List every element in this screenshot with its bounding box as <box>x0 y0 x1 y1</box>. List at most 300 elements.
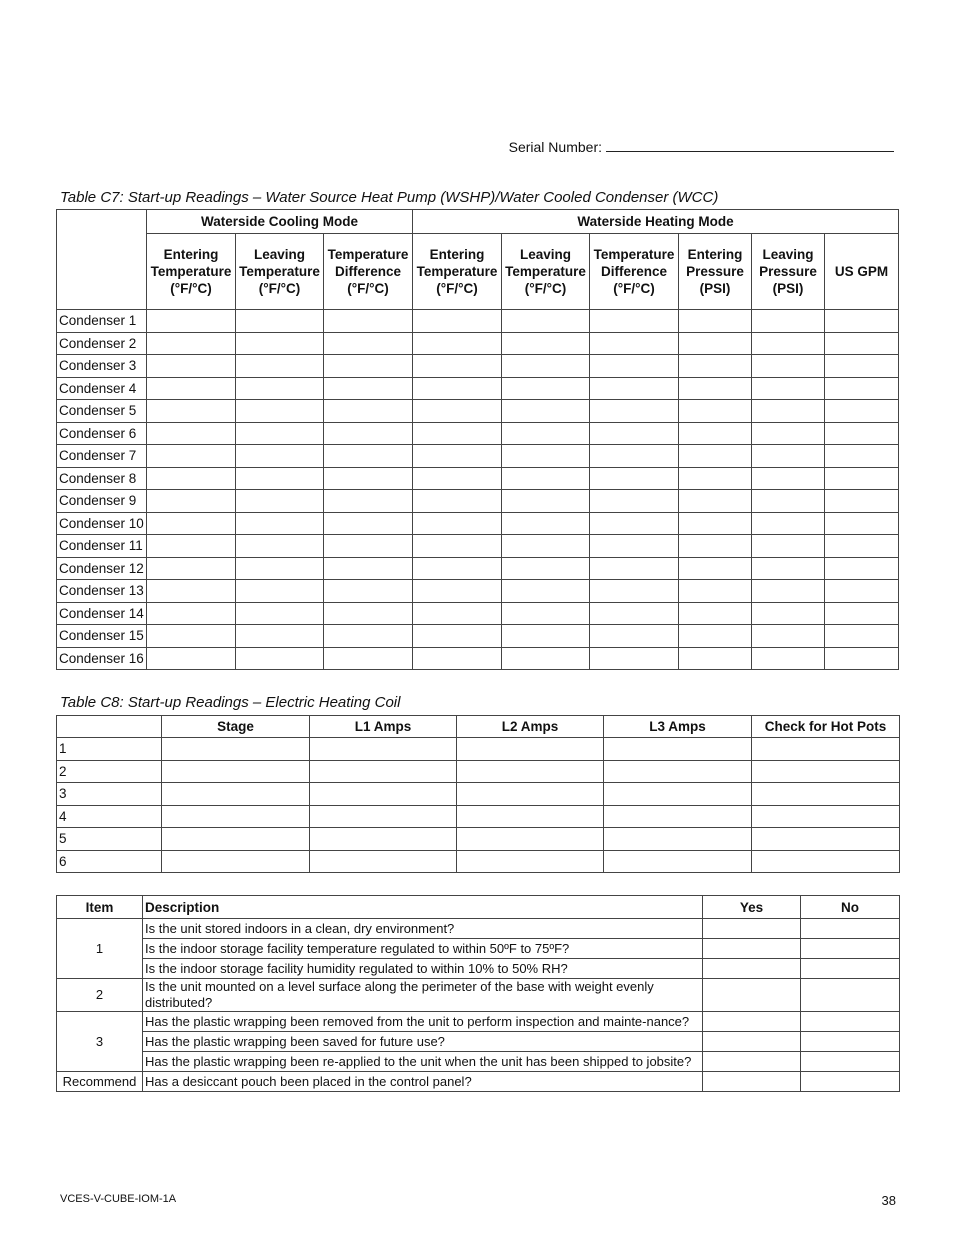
reading-cell[interactable] <box>604 828 752 851</box>
yes-header: Yes <box>703 896 801 919</box>
stage-row-label: 5 <box>57 828 162 851</box>
reading-cell[interactable] <box>324 422 413 445</box>
column-header-line: Difference <box>334 264 402 279</box>
reading-cell[interactable] <box>590 445 679 468</box>
description-header: Description <box>143 896 703 919</box>
reading-cell[interactable] <box>324 310 413 333</box>
condenser-label: Condenser 10 <box>57 512 147 535</box>
reading-cell[interactable] <box>752 738 900 761</box>
reading-cell[interactable] <box>825 310 899 333</box>
reading-cell[interactable] <box>825 625 899 648</box>
column-header-line: Leaving <box>520 247 572 262</box>
reading-cell[interactable] <box>679 535 752 558</box>
reading-cell[interactable] <box>825 490 899 513</box>
reading-cell[interactable] <box>825 377 899 400</box>
reading-cell[interactable] <box>413 580 502 603</box>
reading-cell[interactable] <box>324 535 413 558</box>
reading-cell[interactable] <box>679 332 752 355</box>
stage-row-label: 1 <box>57 738 162 761</box>
column-header-line: (°F/°C) <box>170 281 212 296</box>
serial-number-blank[interactable] <box>606 139 894 152</box>
item-number: 2 <box>57 979 143 1012</box>
reading-cell[interactable] <box>752 760 900 783</box>
reading-cell[interactable] <box>604 760 752 783</box>
table-row <box>57 535 899 558</box>
reading-cell[interactable] <box>679 467 752 490</box>
reading-cell[interactable] <box>413 535 502 558</box>
reading-cell[interactable] <box>162 850 310 873</box>
no-checkbox-cell[interactable] <box>801 919 900 939</box>
heating-mode-header: Waterside Heating Mode <box>413 210 899 234</box>
column-header-line: Entering <box>163 247 219 262</box>
reading-cell[interactable] <box>236 445 324 468</box>
reading-cell[interactable] <box>752 422 825 445</box>
table-row <box>57 355 899 378</box>
reading-cell[interactable] <box>413 625 502 648</box>
reading-cell[interactable] <box>236 580 324 603</box>
reading-cell[interactable] <box>457 783 604 806</box>
reading-cell[interactable] <box>752 355 825 378</box>
reading-cell[interactable] <box>590 310 679 333</box>
yes-checkbox-cell[interactable] <box>703 939 801 959</box>
table-c7 <box>56 209 899 670</box>
table-row <box>57 625 899 648</box>
reading-cell[interactable] <box>236 377 324 400</box>
checklist-row <box>57 959 900 979</box>
reading-cell[interactable] <box>236 310 324 333</box>
reading-cell[interactable] <box>502 400 590 423</box>
reading-cell[interactable] <box>679 490 752 513</box>
reading-cell[interactable] <box>502 512 590 535</box>
reading-cell[interactable] <box>590 355 679 378</box>
reading-cell[interactable] <box>590 512 679 535</box>
column-header: L2 Amps <box>457 716 604 738</box>
reading-cell[interactable] <box>752 377 825 400</box>
row-label-header <box>57 716 162 738</box>
reading-cell[interactable] <box>502 377 590 400</box>
condenser-label: Condenser 14 <box>57 602 147 625</box>
item-header: Item <box>57 896 143 919</box>
stage-row-label: 4 <box>57 805 162 828</box>
reading-cell[interactable] <box>457 738 604 761</box>
yes-checkbox-cell[interactable] <box>703 1012 801 1032</box>
reading-cell[interactable] <box>679 625 752 648</box>
condenser-label: Condenser 9 <box>57 490 147 513</box>
yes-checkbox-cell[interactable] <box>703 979 801 1012</box>
reading-cell[interactable] <box>147 467 236 490</box>
reading-cell[interactable] <box>590 535 679 558</box>
table-row <box>57 850 900 873</box>
reading-cell[interactable] <box>147 512 236 535</box>
reading-cell[interactable] <box>413 332 502 355</box>
reading-cell[interactable] <box>457 850 604 873</box>
reading-cell[interactable] <box>590 400 679 423</box>
reading-cell[interactable] <box>825 445 899 468</box>
reading-cell[interactable] <box>413 422 502 445</box>
reading-cell[interactable] <box>502 422 590 445</box>
reading-cell[interactable] <box>752 332 825 355</box>
reading-cell[interactable] <box>413 310 502 333</box>
yes-checkbox-cell[interactable] <box>703 959 801 979</box>
reading-cell[interactable] <box>752 310 825 333</box>
reading-cell[interactable] <box>413 512 502 535</box>
reading-cell[interactable] <box>162 738 310 761</box>
reading-cell[interactable] <box>679 445 752 468</box>
condenser-label: Condenser 15 <box>57 625 147 648</box>
reading-cell[interactable] <box>752 512 825 535</box>
reading-cell[interactable] <box>324 377 413 400</box>
reading-cell[interactable] <box>413 490 502 513</box>
table-row <box>57 602 899 625</box>
reading-cell[interactable] <box>679 377 752 400</box>
reading-cell[interactable] <box>679 557 752 580</box>
column-header-line: Pressure <box>686 264 744 279</box>
column-header <box>502 234 590 310</box>
reading-cell[interactable] <box>679 310 752 333</box>
reading-cell[interactable] <box>236 332 324 355</box>
column-header-line: Leaving <box>253 247 305 262</box>
column-header: L1 Amps <box>310 716 457 738</box>
reading-cell[interactable] <box>502 535 590 558</box>
reading-cell[interactable] <box>502 580 590 603</box>
reading-cell[interactable] <box>324 647 413 670</box>
reading-cell[interactable] <box>147 332 236 355</box>
column-header <box>679 234 752 310</box>
column-header-line: (°F/°C) <box>258 281 301 296</box>
question-text: Is the indoor storage facility temperature regulated to within 50ºF to 75ºF? <box>143 939 703 959</box>
reading-cell[interactable] <box>457 805 604 828</box>
column-header-line: Pressure <box>759 264 817 279</box>
reading-cell[interactable] <box>590 647 679 670</box>
reading-cell[interactable] <box>147 310 236 333</box>
condenser-label: Condenser 6 <box>57 422 147 445</box>
reading-cell[interactable] <box>413 557 502 580</box>
reading-cell[interactable] <box>147 535 236 558</box>
reading-cell[interactable] <box>502 490 590 513</box>
table-row <box>57 310 899 333</box>
reading-cell[interactable] <box>457 760 604 783</box>
column-header <box>413 234 502 310</box>
reading-cell[interactable] <box>752 490 825 513</box>
reading-cell[interactable] <box>236 602 324 625</box>
stage-row-label: 6 <box>57 850 162 873</box>
reading-cell[interactable] <box>457 828 604 851</box>
reading-cell[interactable] <box>679 355 752 378</box>
table-c8 <box>56 715 900 873</box>
yes-checkbox-cell[interactable] <box>703 919 801 939</box>
reading-cell[interactable] <box>162 783 310 806</box>
table-row <box>57 647 899 670</box>
question-text: Is the unit mounted on a level surface along the perimeter of the base with weight evenly distributed? <box>143 979 703 1012</box>
reading-cell[interactable] <box>324 557 413 580</box>
column-header-line: Entering <box>687 247 743 262</box>
reading-cell[interactable] <box>825 512 899 535</box>
reading-cell[interactable] <box>413 400 502 423</box>
checklist-row <box>57 919 900 939</box>
reading-cell[interactable] <box>752 850 900 873</box>
reading-cell[interactable] <box>752 647 825 670</box>
reading-cell[interactable] <box>590 332 679 355</box>
reading-cell[interactable] <box>324 490 413 513</box>
reading-cell[interactable] <box>604 783 752 806</box>
reading-cell[interactable] <box>147 647 236 670</box>
reading-cell[interactable] <box>679 400 752 423</box>
table-row <box>57 760 900 783</box>
reading-cell[interactable] <box>324 512 413 535</box>
reading-cell[interactable] <box>324 467 413 490</box>
reading-cell[interactable] <box>310 828 457 851</box>
column-header: L3 Amps <box>604 716 752 738</box>
reading-cell[interactable] <box>679 512 752 535</box>
column-header-line: Temperature <box>416 264 498 279</box>
reading-cell[interactable] <box>825 647 899 670</box>
table-row <box>57 400 899 423</box>
reading-cell[interactable] <box>147 557 236 580</box>
table-row <box>57 738 900 761</box>
checklist-row <box>57 939 900 959</box>
reading-cell[interactable] <box>324 355 413 378</box>
reading-cell[interactable] <box>679 580 752 603</box>
yes-checkbox-cell[interactable] <box>703 1032 801 1052</box>
column-header-line: (°F/°C) <box>347 281 389 296</box>
reading-cell[interactable] <box>825 467 899 490</box>
reading-cell[interactable] <box>502 445 590 468</box>
reading-cell[interactable] <box>147 422 236 445</box>
reading-cell[interactable] <box>825 535 899 558</box>
serial-number-field <box>509 139 894 155</box>
no-checkbox-cell[interactable] <box>801 1072 900 1092</box>
reading-cell[interactable] <box>502 310 590 333</box>
reading-cell[interactable] <box>236 355 324 378</box>
reading-cell[interactable] <box>236 557 324 580</box>
reading-cell[interactable] <box>236 625 324 648</box>
reading-cell[interactable] <box>324 580 413 603</box>
reading-cell[interactable] <box>679 422 752 445</box>
column-header-line: Temperature <box>593 247 675 262</box>
column-header-line: US GPM <box>834 264 889 279</box>
reading-cell[interactable] <box>147 490 236 513</box>
reading-cell[interactable] <box>752 445 825 468</box>
reading-cell[interactable] <box>324 332 413 355</box>
column-header <box>825 234 899 310</box>
reading-cell[interactable] <box>413 647 502 670</box>
condenser-label: Condenser 8 <box>57 467 147 490</box>
reading-cell[interactable] <box>310 760 457 783</box>
no-checkbox-cell[interactable] <box>801 939 900 959</box>
reading-cell[interactable] <box>590 377 679 400</box>
table-c8-caption: Table C8: Start-up Readings – Electric Heating Coil <box>60 694 401 711</box>
reading-cell[interactable] <box>502 467 590 490</box>
reading-cell[interactable] <box>502 625 590 648</box>
table-row <box>57 332 899 355</box>
table-row <box>57 490 899 513</box>
column-header <box>324 234 413 310</box>
item-number: 1 <box>57 919 143 979</box>
item-number: Recommend <box>57 1072 143 1092</box>
table-row <box>57 580 899 603</box>
table-row <box>57 828 900 851</box>
reading-cell[interactable] <box>310 805 457 828</box>
reading-cell[interactable] <box>413 445 502 468</box>
reading-cell[interactable] <box>825 422 899 445</box>
no-checkbox-cell[interactable] <box>801 1012 900 1032</box>
reading-cell[interactable] <box>236 467 324 490</box>
reading-cell[interactable] <box>324 625 413 648</box>
table-row <box>57 445 899 468</box>
checklist-row <box>57 1012 900 1032</box>
table-row <box>57 805 900 828</box>
reading-cell[interactable] <box>324 400 413 423</box>
stage-row-label: 3 <box>57 783 162 806</box>
reading-cell[interactable] <box>502 332 590 355</box>
question-text: Has the plastic wrapping been re-applied to the unit when the unit has been shipped to jobsite? <box>143 1052 703 1072</box>
yes-checkbox-cell[interactable] <box>703 1072 801 1092</box>
condenser-label: Condenser 11 <box>57 535 147 558</box>
table-c7-caption: Table C7: Start-up Readings – Water Source Heat Pump (WSHP)/Water Cooled Condenser (WCC) <box>60 189 719 206</box>
reading-cell[interactable] <box>162 805 310 828</box>
reading-cell[interactable] <box>236 512 324 535</box>
reading-cell[interactable] <box>413 467 502 490</box>
reading-cell[interactable] <box>310 783 457 806</box>
cooling-mode-header: Waterside Cooling Mode <box>147 210 413 234</box>
reading-cell[interactable] <box>604 738 752 761</box>
reading-cell[interactable] <box>147 355 236 378</box>
reading-cell[interactable] <box>590 625 679 648</box>
condenser-label: Condenser 12 <box>57 557 147 580</box>
no-checkbox-cell[interactable] <box>801 1052 900 1072</box>
reading-cell[interactable] <box>147 602 236 625</box>
reading-cell[interactable] <box>590 490 679 513</box>
reading-cell[interactable] <box>752 467 825 490</box>
yes-checkbox-cell[interactable] <box>703 1052 801 1072</box>
reading-cell[interactable] <box>147 580 236 603</box>
no-checkbox-cell[interactable] <box>801 979 900 1012</box>
reading-cell[interactable] <box>236 400 324 423</box>
question-text: Has a desiccant pouch been placed in the control panel? <box>143 1072 703 1092</box>
reading-cell[interactable] <box>752 557 825 580</box>
column-header <box>752 234 825 310</box>
reading-cell[interactable] <box>413 602 502 625</box>
reading-cell[interactable] <box>590 467 679 490</box>
reading-cell[interactable] <box>502 557 590 580</box>
reading-cell[interactable] <box>752 783 900 806</box>
column-header <box>590 234 679 310</box>
reading-cell[interactable] <box>502 355 590 378</box>
reading-cell[interactable] <box>502 647 590 670</box>
reading-cell[interactable] <box>752 805 900 828</box>
reading-cell[interactable] <box>162 828 310 851</box>
condenser-label: Condenser 7 <box>57 445 147 468</box>
reading-cell[interactable] <box>236 647 324 670</box>
reading-cell[interactable] <box>752 400 825 423</box>
reading-cell[interactable] <box>752 828 900 851</box>
page-number: 38 <box>881 1193 896 1208</box>
reading-cell[interactable] <box>413 377 502 400</box>
column-header-line: Temperature <box>505 264 586 279</box>
reading-cell[interactable] <box>162 760 310 783</box>
column-header-line: Difference <box>601 264 668 279</box>
table-row <box>57 557 899 580</box>
reading-cell[interactable] <box>752 535 825 558</box>
column-header-line: Temperature <box>239 264 320 279</box>
reading-cell[interactable] <box>825 355 899 378</box>
reading-cell[interactable] <box>147 445 236 468</box>
checklist-row <box>57 1072 900 1092</box>
row-label-header <box>57 210 147 310</box>
table-row <box>57 422 899 445</box>
table-row <box>57 377 899 400</box>
reading-cell[interactable] <box>590 557 679 580</box>
reading-cell[interactable] <box>604 805 752 828</box>
condenser-label: Condenser 13 <box>57 580 147 603</box>
reading-cell[interactable] <box>147 625 236 648</box>
reading-cell[interactable] <box>679 647 752 670</box>
item-number: 3 <box>57 1012 143 1072</box>
document-id: VCES-V-CUBE-IOM-1A <box>60 1193 177 1205</box>
reading-cell[interactable] <box>752 625 825 648</box>
reading-cell[interactable] <box>825 400 899 423</box>
column-header-line: Entering <box>429 247 485 262</box>
question-text: Is the unit stored indoors in a clean, dry environment? <box>143 919 703 939</box>
column-header <box>236 234 324 310</box>
reading-cell[interactable] <box>147 377 236 400</box>
reading-cell[interactable] <box>236 535 324 558</box>
serial-number-label: Serial Number: <box>508 139 602 155</box>
condenser-label: Condenser 1 <box>57 310 147 333</box>
table-row <box>57 467 899 490</box>
column-header-line: (PSI) <box>772 281 804 296</box>
column-header-line: (°F/°C) <box>436 281 478 296</box>
reading-cell[interactable] <box>590 602 679 625</box>
reading-cell[interactable] <box>825 332 899 355</box>
reading-cell[interactable] <box>590 422 679 445</box>
reading-cell[interactable] <box>679 602 752 625</box>
reading-cell[interactable] <box>236 490 324 513</box>
reading-cell[interactable] <box>310 738 457 761</box>
checklist-row <box>57 1032 900 1052</box>
stage-row-label: 2 <box>57 760 162 783</box>
reading-cell[interactable] <box>604 850 752 873</box>
reading-cell[interactable] <box>310 850 457 873</box>
condenser-label: Condenser 5 <box>57 400 147 423</box>
reading-cell[interactable] <box>825 580 899 603</box>
reading-cell[interactable] <box>324 445 413 468</box>
column-header-line: (°F/°C) <box>524 281 567 296</box>
reading-cell[interactable] <box>752 602 825 625</box>
reading-cell[interactable] <box>502 602 590 625</box>
no-header: No <box>801 896 900 919</box>
condenser-label: Condenser 3 <box>57 355 147 378</box>
reading-cell[interactable] <box>825 557 899 580</box>
condenser-label: Condenser 4 <box>57 377 147 400</box>
no-checkbox-cell[interactable] <box>801 1032 900 1052</box>
reading-cell[interactable] <box>825 602 899 625</box>
no-checkbox-cell[interactable] <box>801 959 900 979</box>
table-row <box>57 783 900 806</box>
question-text: Has the plastic wrapping been saved for future use? <box>143 1032 703 1052</box>
reading-cell[interactable] <box>236 422 324 445</box>
reading-cell[interactable] <box>590 580 679 603</box>
reading-cell[interactable] <box>147 400 236 423</box>
condenser-label: Condenser 16 <box>57 647 147 670</box>
condenser-label: Condenser 2 <box>57 332 147 355</box>
reading-cell[interactable] <box>324 602 413 625</box>
reading-cell[interactable] <box>752 580 825 603</box>
reading-cell[interactable] <box>413 355 502 378</box>
column-header-line: Leaving <box>762 247 814 262</box>
question-text: Has the plastic wrapping been removed from the unit to perform inspection and mainte-nance? <box>143 1012 703 1032</box>
column-header-line: (PSI) <box>699 281 731 296</box>
